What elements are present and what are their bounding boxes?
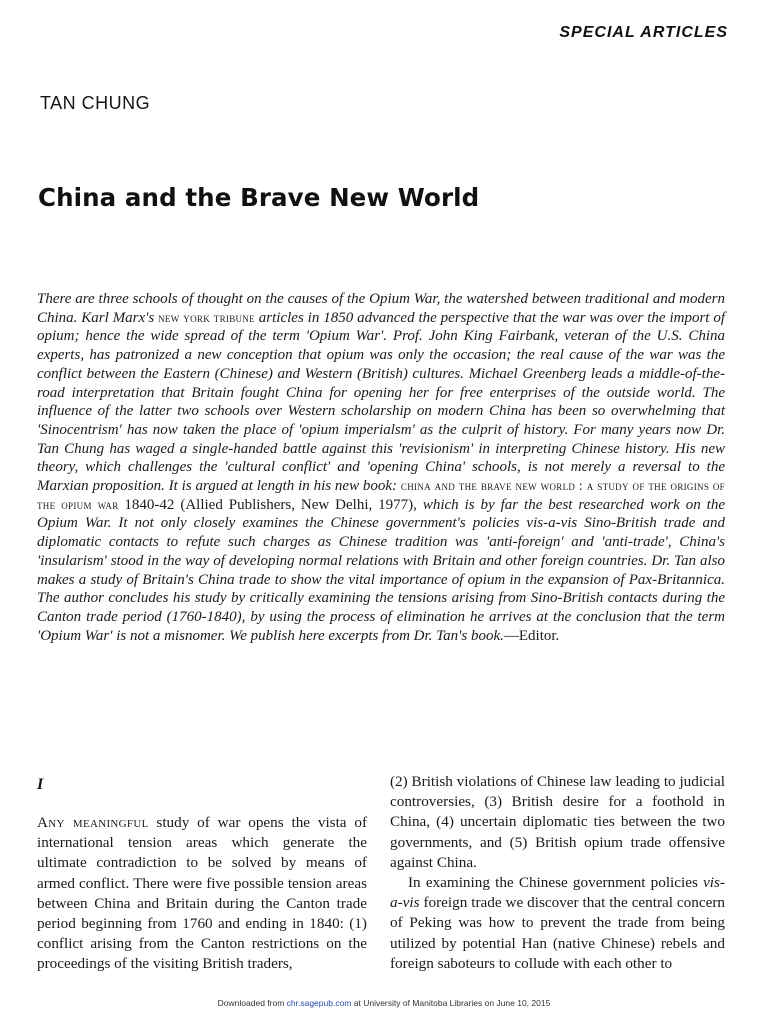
article-title: China and the Brave New World (38, 183, 480, 212)
editorial-abstract (37, 290, 725, 645)
abstract-text-3: which is by far the best researched work on the Opium War. It not only closely examines the Chinese government's policies vis-a-vis Sino-British trade and diplomatic contacts to refute such charges as Chinese tradition was 'anti-foreign' and 'anti-trade', China's 'insularism' stood in the way of developing normal relations with Britain and other foreign countries. Dr. Tan also makes a study of Britain's China trade to show the vital importance of opium in the expansion of Pax-Britannica. The author concludes his study by critically examining the tensions arising from Sino-British contacts during the Canton trade period (1760-1840), by using the process of elimination he arrives at the conclusion that the term 'Opium War' is not a misnomer. We publish here excerpts from Dr. Tan's book. (37, 496, 725, 644)
body-paragraph: (2) British violations of Chinese law leading to judicial controversies, (3) British desire for a foothold in China, (4) uncertain diplomatic ties between the two governments, and (5) British opium trade offensive against China. (390, 773, 725, 871)
body-column-left (37, 813, 367, 975)
body-emphasis: vis-a-vis (390, 874, 725, 912)
body-column-right (390, 772, 725, 974)
section-numeral: I (37, 776, 44, 793)
source-link[interactable]: chr.sagepub.com (286, 998, 352, 1008)
download-prefix: Downloaded from (217, 998, 287, 1008)
editor-signature: —Editor. (503, 627, 560, 644)
lead-words: Any meaningful (37, 814, 149, 831)
body-text: In examining the Chinese government policies (408, 874, 704, 892)
abstract-text-2: articles in 1850 advanced the perspective that the war was over the import of opium; hence the wide spread of the term 'Opium War'. Prof. John King Fairbank, veteran of the U.S. China experts, has patronized a new conception that opium was only the occasion; the real cause of the war was the conflict between the Eastern (Chinese) and Western (British) cultures. Michael Greenberg leads a middle-of-the-road interpretation that Britain fought China for opening her for free enterprises of the outside world. The influence of the latter two schools over Western scholarship on modern China has been so overwhelming that 'Sinocentrism' has now taken the place of 'opium imperialsm' as the culprit of history. For many years now Dr. Tan Chung has waged a single-handed battle against this 'revisionism' in interpreting Chinese history. His new theory, which challenges the 'cultural conflict' and 'opening China' schools, is not merely a reversal to the Marxian proposition. It is argued at length in his new book: (37, 309, 725, 495)
section-label: SPECIAL ARTICLES (559, 24, 728, 41)
newspaper-name: new york tribune (158, 309, 255, 325)
book-details: 1840-42 (Allied Publishers, New Delhi, 1977), (118, 496, 417, 513)
abstract-text-1: There are three schools of thought on the causes of the Opium War, the watershed between traditional and modern China. Karl Marx's (37, 291, 725, 326)
author-name: TAN CHUNG (40, 93, 151, 113)
body-text: study of war opens the vista of international tension areas which generate the ultimate contradiction to be solved by means of armed conflict. There were five possible tension areas between China and Britain during the Canton trade period beginning from 1760 and ending in 1840: (1) conflict arising from the Canton restrictions on the proceedings of the visiting British traders, (37, 814, 368, 973)
body-text: foreign trade we discover that the central concern of Peking was how to prevent the trade from being utilized by potential Han (native Chinese) rebels and foreign saboteurs to collude with each other to (390, 894, 725, 972)
book-title: china and the brave new world : a study of the origins of the opium war (37, 478, 725, 512)
download-suffix: at University of Manitoba Libraries on June 10, 2015 (351, 998, 551, 1008)
body-paragraph (390, 873, 725, 974)
download-notice (0, 998, 768, 1008)
body-paragraph (37, 813, 367, 975)
